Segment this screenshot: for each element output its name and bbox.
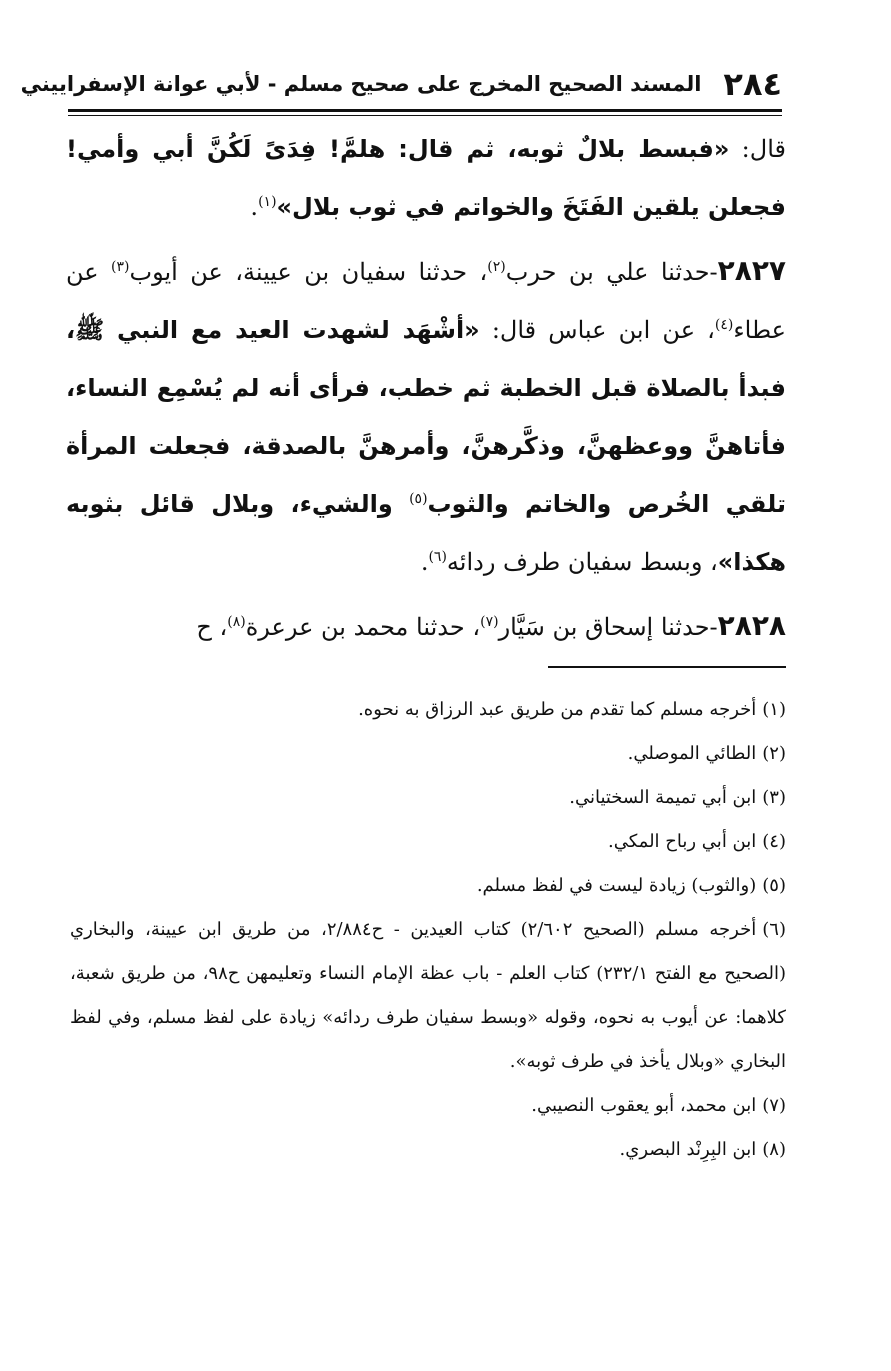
paragraph-1 — [66, 120, 786, 236]
page-header — [20, 60, 782, 108]
footnote-8 — [70, 1128, 786, 1172]
footnote-3 — [70, 776, 786, 820]
p3-text-3: ، ح — [196, 613, 228, 641]
footnote-ref-7: (٧) — [480, 614, 499, 630]
footnote-ref-5: (٥) — [409, 491, 428, 507]
footnote-text: ابن محمد، أبو يعقوب النصيبي. — [531, 1095, 757, 1116]
footnote-text: الطائي الموصلي. — [627, 743, 757, 764]
footnote-number: (٢) — [762, 743, 786, 764]
footnote-number: (٧) — [762, 1095, 786, 1116]
hadith-2828 — [66, 597, 786, 656]
main-text — [66, 120, 786, 662]
footnote-ref-1: (١) — [258, 194, 277, 210]
footnote-number: (٨) — [762, 1139, 786, 1160]
p2-end: . — [420, 548, 429, 576]
footnote-ref-6: (٦) — [428, 549, 447, 565]
p2-text-1: -حدثنا علي بن حرب — [505, 258, 718, 286]
header-rule-thick — [68, 109, 782, 112]
footnote-text: ابن البِرِنْد البصري. — [619, 1139, 757, 1160]
footnote-4 — [70, 820, 786, 864]
p1-lead: قال: — [741, 135, 786, 163]
footnote-text: ابن أبي تميمة السختياني. — [569, 787, 757, 808]
p2-text-5: ، وبسط سفيان طرف ردائه — [446, 548, 718, 576]
footnote-number: (٤) — [762, 831, 786, 852]
p1-quote: «فبسط بلالٌ ثوبه، ثم قال: هلمَّ! فِدَىً لَكُنَّ أبي وأمي! فجعلن يلقين الفَتَخَ والخواتم في ثوب بلال» — [66, 135, 786, 221]
footnote-6 — [70, 908, 786, 1084]
footnote-1 — [70, 688, 786, 732]
footnote-number: (١) — [762, 699, 786, 720]
footnote-number: (٣) — [762, 787, 786, 808]
p2-text-4: ، عن ابن عباس قال: — [479, 316, 715, 344]
footnote-separator — [548, 666, 786, 668]
footnote-text: أخرجه مسلم كما تقدم من طريق عبد الرزاق به نحوه. — [358, 699, 757, 720]
p3-text-2: ، حدثنا محمد بن عرعرة — [245, 613, 481, 641]
p2-text-3: عن عطاء — [66, 258, 786, 344]
footnote-ref-2: (٢) — [487, 259, 506, 275]
header-rule-thin — [68, 115, 782, 116]
footnote-text: (والثوب) زيادة ليست في لفظ مسلم. — [476, 875, 757, 896]
p2-quote-2: والشيء، وبلال قائل بثوبه هكذا» — [66, 490, 786, 576]
footnote-ref-8: (٨) — [227, 614, 246, 630]
hadith-number-2827: ٢٨٢٧ — [717, 254, 787, 287]
p3-text-1: -حدثنا إسحاق بن سَيَّار — [498, 613, 718, 641]
running-title: المسند الصحيح المخرج على صحيح مسلم - لأبي عوانة الإسفراييني — [20, 72, 702, 96]
page-number: ٢٨٤ — [723, 65, 782, 103]
footnote-text: أخرجه مسلم (الصحيح ٢/٦٠٢) كتاب العيدين - ح٢/٨٨٤، من طريق ابن عيينة، والبخاري (الصحيح مع الفتح ٢٣٢/١) كتاب العلم - باب عظة الإمام النساء وتعليمهن ح٩٨، من طريق شعبة، كلاهما: عن أيوب به نحوه، وقوله «وبسط سفيان طرف ردائه» زيادة على لفظ مسلم، وفي لفظ البخاري «وبلال يأخذ في طرف ثوبه». — [70, 919, 786, 1072]
footnote-5 — [70, 864, 786, 908]
footnotes — [70, 688, 786, 1172]
footnote-text: ابن أبي رباح المكي. — [608, 831, 757, 852]
p2-text-2: ، حدثنا سفيان بن عيينة، عن أيوب — [129, 258, 488, 286]
footnote-ref-3: (٣) — [111, 259, 130, 275]
footnote-7 — [70, 1084, 786, 1128]
p1-end: . — [250, 193, 259, 221]
hadith-2827 — [66, 242, 786, 591]
p2-quote-1: «أشْهَد لشهدت العيد مع النبي ﷺ، فبدأ بالصلاة قبل الخطبة ثم خطب، فرأى أنه لم يُسْمِع النساء، فأتاهنَّ ووعظهنَّ، وذكَّرهنَّ، وأمرهنَّ بالصدقة، فجعلت المرأة تلقي الخُرص والخاتم والثوب — [66, 316, 786, 518]
footnote-number: (٥) — [762, 875, 786, 896]
footnote-2 — [70, 732, 786, 776]
hadith-number-2828: ٢٨٢٨ — [717, 609, 786, 642]
footnote-ref-4: (٤) — [714, 317, 734, 333]
footnote-number: (٦) — [762, 919, 786, 940]
